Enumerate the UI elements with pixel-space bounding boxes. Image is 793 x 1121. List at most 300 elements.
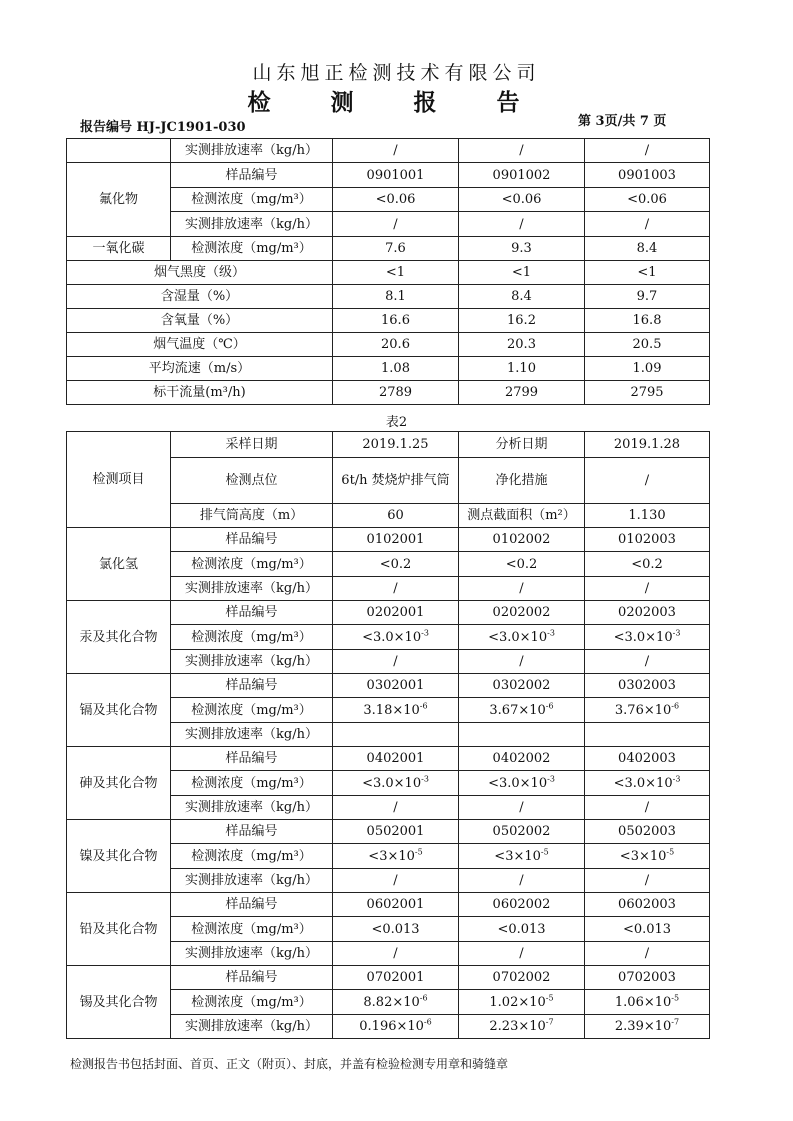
cell-text: 0602003 [618, 897, 676, 912]
cell-text: <1 [511, 265, 532, 280]
cell-text: <3.0×10 [613, 775, 673, 791]
cell-text: 8.82×10 [363, 994, 420, 1010]
cell-text: / [393, 143, 398, 158]
value-cell [585, 309, 710, 333]
report-footer-note: 检测报告书包括封面、首页、正文（附页）、封底，并盖有检验检测专用章和骑缝章 [70, 1057, 509, 1071]
cell-text: 净化措施 [495, 473, 548, 488]
cell-text: / [393, 873, 398, 888]
value-cell [459, 528, 585, 552]
value-cell [459, 893, 585, 917]
cell-text: 2795 [630, 385, 664, 400]
exponent: -6 [423, 1017, 432, 1027]
parameter-label [171, 771, 333, 796]
parameter-label [171, 577, 333, 601]
cell-text: <0.013 [622, 921, 672, 937]
cell-text: <0.013 [497, 921, 546, 937]
value-cell [333, 237, 459, 261]
exponent: -3 [421, 628, 429, 638]
table1-body [67, 139, 710, 405]
header-cell [585, 458, 710, 504]
value-cell [333, 723, 459, 747]
cell-text: 16.8 [632, 313, 662, 328]
cell-text: 0202003 [618, 605, 676, 620]
pollutant-name [67, 237, 171, 261]
value-cell [333, 261, 459, 285]
value-cell [585, 1015, 710, 1039]
value-cell [333, 139, 459, 163]
value-cell [459, 723, 585, 747]
value-cell [333, 917, 459, 942]
cell-text: 0302001 [366, 678, 425, 693]
results-table-2 [66, 431, 710, 1039]
cell-text: 2019.1.28 [613, 437, 681, 452]
cell-text: 镍及其化合物 [79, 848, 158, 864]
cell-text: 0702003 [618, 970, 676, 985]
cell-text: 0602002 [492, 897, 551, 912]
cell-text: 16.2 [507, 313, 536, 328]
cell-text: 8.1 [385, 289, 406, 304]
value-cell [585, 820, 710, 844]
cell-text: 0302002 [492, 678, 551, 693]
value-cell [585, 625, 710, 650]
value-cell [333, 188, 459, 212]
parameter-label [171, 698, 333, 723]
value-cell [333, 698, 459, 723]
header-cell [459, 504, 585, 528]
cell-text: / [644, 800, 650, 815]
cell-text: 铅及其化合物 [79, 921, 158, 937]
value-cell [459, 917, 585, 942]
cell-text: <3.0×10 [613, 629, 673, 645]
value-cell [585, 357, 710, 381]
pollutant-name [67, 674, 171, 747]
pollutant-name [67, 820, 171, 893]
exponent: -3 [421, 774, 429, 784]
table-row [67, 601, 710, 625]
header-cell [333, 504, 459, 528]
cell-text: / [519, 216, 524, 232]
cell-text: 含氧量（%） [160, 313, 239, 328]
value-cell [459, 942, 585, 966]
cell-text: 平均流速（m/s） [148, 361, 251, 376]
value-cell [459, 869, 585, 893]
exponent: -3 [672, 774, 681, 784]
exponent: -3 [672, 628, 681, 638]
cell-text: 0901003 [618, 167, 676, 183]
cell-text: <0.2 [631, 556, 663, 572]
cell-text: 3.18×10 [363, 702, 420, 718]
cell-text: 采样日期 [225, 437, 278, 452]
cell-text: 0502003 [618, 824, 676, 839]
cell-text: 实测排放速率（kg/h） [185, 581, 318, 596]
cell-text: 检测浓度（mg/m³） [191, 921, 312, 937]
pollutant-name [67, 893, 171, 966]
value-cell [333, 309, 459, 333]
parameter-label [67, 309, 333, 333]
value-cell [333, 381, 459, 405]
cell-text: / [519, 581, 524, 596]
cell-text: 0402001 [366, 751, 425, 766]
value-cell [585, 285, 710, 309]
cell-text: 排气筒高度（m） [199, 508, 304, 523]
value-cell [459, 285, 585, 309]
value-cell [585, 212, 710, 237]
cell-text: / [644, 654, 650, 669]
cell-text: <3.0×10 [488, 775, 548, 791]
table-row [67, 333, 710, 357]
cell-text: 检测点位 [225, 473, 278, 488]
cell-text: 砷及其化合物 [79, 775, 158, 791]
cell-text: 实测排放速率（kg/h） [185, 216, 318, 232]
table-row [67, 674, 710, 698]
cell-text: 镉及其化合物 [79, 702, 158, 718]
cell-text: <0.2 [505, 556, 538, 572]
cell-text: <0.06 [375, 192, 416, 207]
cell-text: 检测项目 [92, 472, 145, 487]
value-cell [459, 625, 585, 650]
value-cell [459, 261, 585, 285]
value-cell [459, 309, 585, 333]
value-cell [459, 844, 585, 869]
exponent: -6 [419, 701, 428, 711]
cell-text: 检测浓度（mg/m³） [191, 994, 312, 1010]
value-cell [459, 188, 585, 212]
value-cell [333, 528, 459, 552]
value-cell [459, 820, 585, 844]
cell-text: 2.39×10 [614, 1019, 672, 1034]
cell-text: 6t/h 焚烧炉排气筒 [341, 473, 450, 488]
exponent: -7 [671, 1017, 680, 1027]
header-cell [459, 432, 585, 458]
value-cell [459, 966, 585, 990]
pollutant-name [67, 601, 171, 674]
parameter-label [171, 625, 333, 650]
parameter-label [171, 552, 333, 577]
exponent: -5 [540, 847, 549, 857]
parameter-label [171, 893, 333, 917]
value-cell [459, 237, 585, 261]
cell-text: 氟化物 [98, 192, 138, 207]
value-cell [333, 650, 459, 674]
cell-text: 20.5 [632, 337, 662, 352]
report-number: 报告编号 HJ-JC1901-030 [80, 120, 246, 135]
value-cell [333, 990, 459, 1015]
exponent: -6 [671, 701, 680, 711]
cell-text: 实测排放速率（kg/h） [185, 727, 318, 742]
cell-text: 60 [387, 508, 404, 523]
value-cell [459, 796, 585, 820]
parameter-label [171, 820, 333, 844]
value-cell [333, 674, 459, 698]
value-cell [333, 869, 459, 893]
value-cell [333, 212, 459, 237]
value-cell [333, 1015, 459, 1039]
value-cell [333, 625, 459, 650]
value-cell [459, 601, 585, 625]
cell-text: <3.0×10 [362, 775, 422, 791]
cell-text: 2.23×10 [489, 1019, 546, 1034]
table-row [67, 381, 710, 405]
parameter-label [171, 237, 333, 261]
table-row [67, 432, 710, 458]
parameter-label [171, 844, 333, 869]
cell-text: 2799 [504, 385, 539, 400]
value-cell [459, 1015, 585, 1039]
cell-text: 9.7 [636, 289, 658, 304]
value-cell [585, 698, 710, 723]
value-cell [333, 333, 459, 357]
cell-text: / [644, 216, 650, 232]
cell-text: 实测排放速率（kg/h） [185, 873, 318, 888]
value-cell [459, 552, 585, 577]
parameter-label [67, 285, 333, 309]
parameter-label [171, 188, 333, 212]
cell-text: 0402002 [492, 751, 551, 766]
value-cell [333, 796, 459, 820]
parameter-label [171, 966, 333, 990]
table-row [67, 528, 710, 552]
exponent: -5 [666, 847, 675, 857]
cell-text: <0.2 [379, 556, 412, 572]
cell-text: 检测浓度（mg/m³） [191, 702, 312, 718]
value-cell [459, 212, 585, 237]
cell-text: 烟气温度（℃） [153, 337, 246, 352]
cell-text: 一氧化碳 [92, 241, 145, 256]
cell-text: / [519, 143, 524, 158]
cell-text: 1.10 [507, 361, 536, 376]
value-cell [459, 163, 585, 188]
value-cell [333, 942, 459, 966]
cell-text: / [393, 946, 398, 961]
cell-text: 16.6 [381, 313, 410, 328]
exponent: -3 [547, 774, 555, 784]
value-cell [459, 381, 585, 405]
value-cell [585, 188, 710, 212]
exponent: -7 [545, 1017, 554, 1027]
cell-text: <3×10 [368, 848, 415, 864]
parameter-label [67, 333, 333, 357]
parameter-label [171, 869, 333, 893]
table2-caption: 表2 [385, 415, 408, 430]
value-cell [585, 163, 710, 188]
value-cell [459, 357, 585, 381]
value-cell [585, 942, 710, 966]
cell-text: 0901002 [492, 167, 551, 183]
table-row [67, 893, 710, 917]
value-cell [459, 333, 585, 357]
cell-text: 实测排放速率（kg/h） [185, 143, 318, 158]
cell-text: / [393, 654, 398, 669]
parameter-label [171, 747, 333, 771]
cell-text: 20.3 [507, 337, 536, 352]
table-row [67, 139, 710, 163]
cell-text: 含湿量（%） [160, 289, 239, 304]
cell-text: 0702001 [366, 970, 425, 985]
cell-text: / [644, 473, 650, 488]
cell-text: 标干流量(m³/h) [153, 385, 246, 400]
table-row [67, 966, 710, 990]
value-cell [585, 237, 710, 261]
header-cell [333, 458, 459, 504]
cell-text: 检测浓度（mg/m³） [191, 629, 312, 645]
table-row [67, 237, 710, 261]
value-cell [585, 966, 710, 990]
cell-text: 1.130 [628, 508, 666, 523]
cell-text: 实测排放速率（kg/h） [185, 654, 318, 669]
cell-text: 检测浓度（mg/m³） [191, 848, 312, 864]
value-cell [459, 771, 585, 796]
value-cell [459, 698, 585, 723]
cell-text: / [644, 143, 650, 158]
cell-text: / [644, 946, 650, 961]
report-title: 检 测 报 告 [247, 89, 546, 116]
cell-text: / [519, 946, 524, 961]
parameter-label [171, 942, 333, 966]
value-cell [459, 139, 585, 163]
value-cell [333, 552, 459, 577]
value-cell [459, 650, 585, 674]
value-cell [585, 139, 710, 163]
value-cell [333, 577, 459, 601]
parameter-label [67, 381, 333, 405]
value-cell [585, 552, 710, 577]
cell-text: 1.02×10 [489, 994, 546, 1010]
parameter-label [67, 357, 333, 381]
value-cell [333, 357, 459, 381]
cell-text: / [393, 800, 398, 815]
value-cell [585, 577, 710, 601]
parameter-label [171, 674, 333, 698]
cell-text: 实测排放速率（kg/h） [185, 946, 318, 961]
cell-text: 检测浓度（mg/m³） [191, 241, 312, 256]
cell-text: 检测浓度（mg/m³） [191, 556, 312, 572]
cell-text: <3.0×10 [488, 629, 548, 645]
cell-text: <1 [637, 265, 657, 280]
value-cell [459, 577, 585, 601]
cell-text: <3.0×10 [362, 629, 422, 645]
cell-text: 0.196×10 [359, 1019, 424, 1034]
parameter-label [171, 650, 333, 674]
pollutant-name [67, 139, 171, 163]
value-cell [585, 601, 710, 625]
cell-text: 样品编号 [225, 824, 278, 839]
value-cell [333, 893, 459, 917]
pollutant-name [67, 966, 171, 1039]
value-cell [585, 893, 710, 917]
table-row [67, 747, 710, 771]
cell-text: <1 [385, 265, 406, 280]
value-cell [585, 674, 710, 698]
cell-text: 1.09 [632, 361, 662, 376]
cell-text: 0502001 [366, 824, 425, 839]
cell-text: 0702002 [492, 970, 551, 985]
value-cell [585, 333, 710, 357]
pollutant-name [67, 528, 171, 601]
cell-text: / [393, 216, 398, 232]
cell-text: <3×10 [494, 848, 541, 864]
value-cell [585, 747, 710, 771]
header-cell [585, 504, 710, 528]
exponent: -5 [545, 993, 554, 1003]
cell-text: 3.67×10 [489, 702, 546, 718]
cell-text: 2019.1.25 [362, 437, 429, 452]
cell-text: 锡及其化合物 [79, 994, 158, 1010]
cell-text: 1.08 [381, 361, 410, 376]
cell-text: 9.3 [511, 241, 532, 256]
cell-text: 样品编号 [225, 605, 278, 620]
cell-text: 实测排放速率（kg/h） [185, 800, 318, 815]
parameter-label [171, 990, 333, 1015]
value-cell [585, 990, 710, 1015]
value-cell [585, 917, 710, 942]
table-row [67, 285, 710, 309]
cell-text: 8.4 [511, 289, 532, 304]
cell-text: 样品编号 [225, 751, 278, 766]
cell-text: 测点截面积（m²） [467, 508, 576, 523]
cell-text: 20.6 [381, 337, 410, 352]
page-number: 第 3页/共 7 页 [578, 114, 667, 129]
cell-text: <3×10 [619, 848, 667, 864]
value-cell [585, 381, 710, 405]
header-cell [171, 432, 333, 458]
cell-text: 2789 [378, 385, 413, 400]
table-row [67, 163, 710, 188]
cell-text: 检测浓度（mg/m³） [191, 775, 312, 791]
value-cell [333, 285, 459, 309]
cell-text: 0102003 [618, 532, 676, 547]
exponent: -5 [671, 993, 680, 1003]
header-cell [585, 432, 710, 458]
table-row [67, 309, 710, 333]
cell-text: 0102002 [492, 532, 551, 547]
value-cell [333, 966, 459, 990]
cell-text: <0.06 [501, 192, 542, 207]
header-cell [333, 432, 459, 458]
cell-text: 0402003 [618, 751, 676, 766]
value-cell [585, 796, 710, 820]
exponent: -3 [547, 628, 555, 638]
value-cell [333, 601, 459, 625]
value-cell [585, 771, 710, 796]
cell-text: 样品编号 [225, 897, 278, 912]
parameter-label [171, 723, 333, 747]
parameter-label [171, 917, 333, 942]
pollutant-name [67, 747, 171, 820]
parameter-label [171, 163, 333, 188]
item-label [67, 432, 171, 528]
cell-text: 0901001 [366, 167, 425, 183]
value-cell [333, 771, 459, 796]
cell-text: 1.06×10 [614, 994, 672, 1010]
cell-text: 汞及其化合物 [79, 629, 158, 645]
parameter-label [171, 1015, 333, 1039]
parameter-label [67, 261, 333, 285]
value-cell [585, 869, 710, 893]
cell-text: 3.76×10 [614, 702, 672, 718]
cell-text: 样品编号 [225, 970, 278, 985]
cell-text: 0202001 [366, 605, 425, 620]
cell-text: / [644, 581, 650, 596]
table-row [67, 820, 710, 844]
cell-text: / [519, 800, 524, 815]
cell-text: 0502002 [492, 824, 551, 839]
cell-text: 分析日期 [495, 437, 548, 452]
cell-text: 实测排放速率（kg/h） [185, 1019, 318, 1034]
value-cell [459, 990, 585, 1015]
parameter-label [171, 796, 333, 820]
cell-text: 氯化氢 [98, 556, 138, 572]
value-cell [459, 674, 585, 698]
